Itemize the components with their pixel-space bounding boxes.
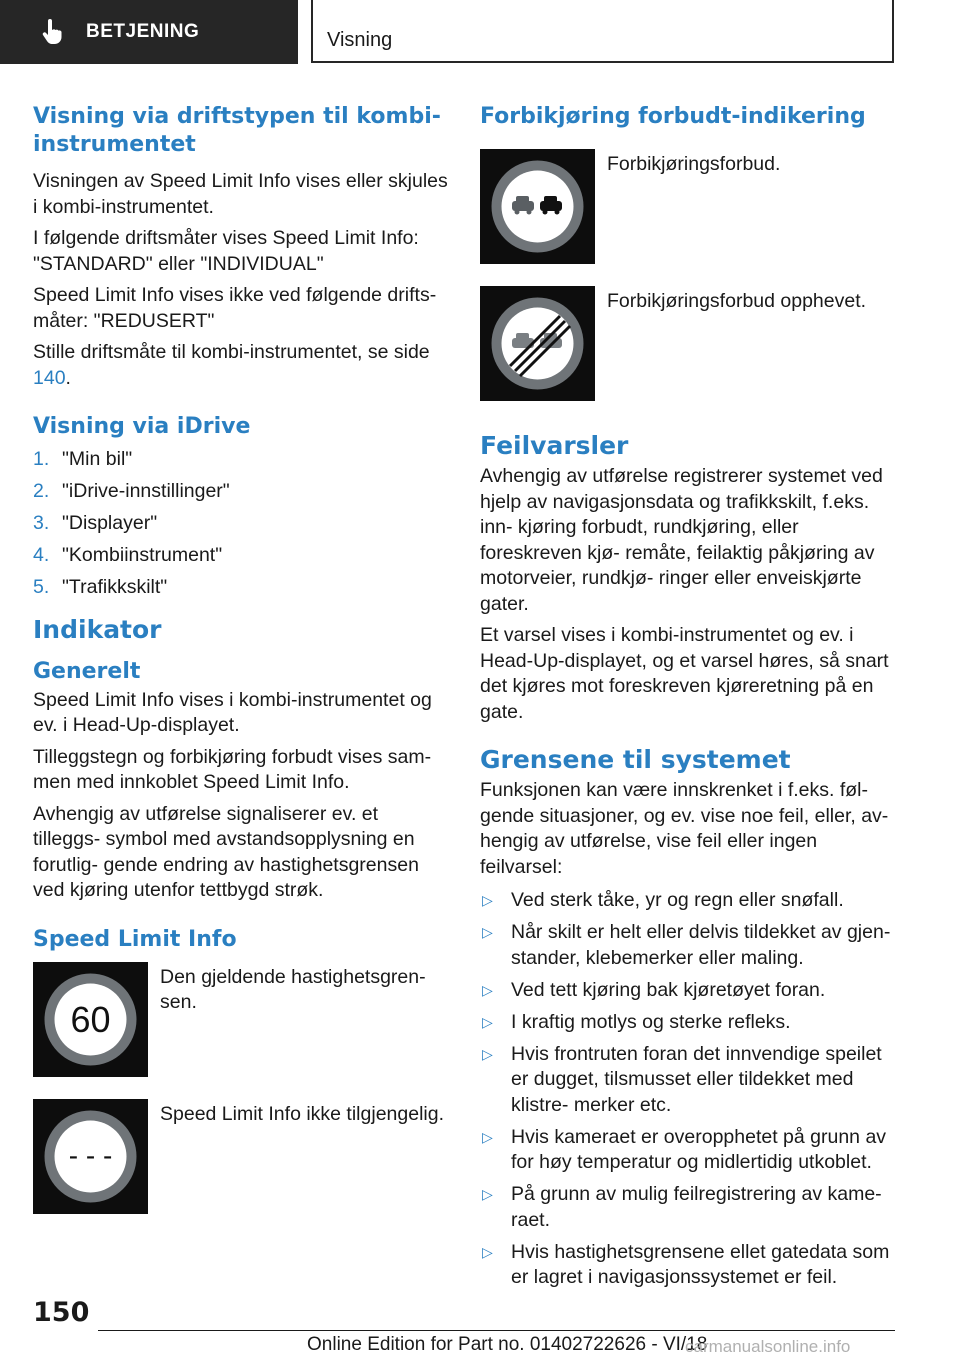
subheading-generelt: Generelt	[33, 658, 141, 684]
paragraph: Speed Limit Info vises i kombi-instrumentet og ev. i Head-Up-displayet.	[33, 688, 432, 736]
paragraph: Et varsel vises i kombi-instrumentet og ev. i Head-Up-displayet, og et varsel høres, så snart det kjøres mot foreskreven kjøreretning på en gate.	[480, 624, 889, 723]
sign-description: Den gjeldende hastighetsgren‐ sen.	[160, 965, 426, 1013]
heading-feilvarsler: Feilvarsler	[480, 431, 629, 460]
list-item: 2. "iDrive-innstillinger"	[33, 480, 230, 502]
list-item: ▷ Hvis frontruten foran det innvendige speilet er dugget, tilsmusset eller tildekket med klistre‐ merker etc.	[480, 1042, 900, 1119]
speed-limit-sign-row	[33, 962, 448, 1077]
paragraph: Visningen av Speed Limit Info vises eller skjules i kombi-instrumentet.	[33, 170, 448, 218]
left-column	[33, 100, 448, 1214]
sign-description: Speed Limit Info ikke tilgjengelig.	[160, 1102, 444, 1125]
triangle-bullet-icon: ▷	[482, 1243, 493, 1260]
sign-description: Forbikjøringsforbud opphevet.	[607, 290, 867, 312]
list-item: 3. "Displayer"	[33, 512, 158, 534]
no-overtaking-sign-icon	[480, 149, 595, 264]
footer-divider	[98, 1330, 895, 1331]
heading-visning-driftstype: Visning via driftstypen til kombi‐ instrumentet	[33, 104, 441, 157]
list-item: ▷ Når skilt er helt eller delvis tildekket av gjen‐ stander, klebemerker eller maling.	[480, 920, 900, 971]
list-item: ▷ Hvis kameraet er overopphetet på grunn av for høy temperatur og midlertidig utkoblet.	[480, 1125, 900, 1176]
triangle-bullet-icon: ▷	[482, 1013, 493, 1030]
paragraph: I følgende driftsmåter vises Speed Limit Info: "STANDARD" eller "INDIVIDUAL"	[33, 227, 419, 275]
hand-pointer-icon	[40, 19, 64, 45]
triangle-bullet-icon: ▷	[482, 1045, 493, 1062]
heading-indikator: Indikator	[33, 614, 162, 644]
list-item: 1. "Min bil"	[33, 448, 133, 470]
paragraph: Tilleggstegn og forbikjøring forbudt vises sam‐ men med innkoblet Speed Limit Info.	[33, 745, 432, 793]
heading-grensene: Grensene til systemet	[480, 745, 791, 774]
triangle-bullet-icon: ▷	[482, 981, 493, 998]
watermark: carmanualsonline.info	[685, 1337, 851, 1356]
section-label: BETJENING	[86, 21, 200, 42]
svg-text:- - -: - - -	[68, 1139, 113, 1171]
right-column	[480, 100, 900, 1297]
paragraph: Avhengig av utførelse registrerer systemet ved hjelp av navigasjonsdata og trafikkskilt, f.eks. inn‐ kjøring forbudt, rundkjøring, eller foreskreven kjø‐ remåte, feilaktig påkjøring av motorveier, rundkjø‐ ringer eller enveiskjørte gater.	[480, 465, 883, 615]
edition-text: Online Edition for Part no. 01402722626 - VI/18	[307, 1334, 708, 1355]
heading-speed-limit-info: Speed Limit Info	[33, 926, 237, 952]
svg-text:60: 60	[70, 998, 111, 1040]
chapter-title: Visning	[327, 29, 393, 51]
no-overtaking-sign-row	[480, 149, 900, 264]
chapter-header	[311, 0, 894, 63]
paragraph-page-ref: Stille driftsmåte til kombi-instrumentet, se side 140.	[33, 341, 430, 389]
speed-limit-unavailable-sign-icon	[33, 1099, 148, 1214]
steps-list	[33, 447, 448, 601]
speed-limit-na-sign-row	[33, 1099, 448, 1214]
triangle-bullet-icon: ▷	[482, 892, 493, 908]
heading-forbikjoring: Forbikjøring forbudt-indikering	[480, 104, 866, 129]
section-tab	[0, 0, 298, 64]
overtaking-allowed-sign-row	[480, 286, 900, 401]
list-item: ▷ Ved tett kjøring bak kjøretøyet foran.	[480, 978, 900, 1004]
triangle-bullet-icon: ▷	[482, 924, 493, 940]
list-item: 4. "Kombiinstrument"	[33, 544, 223, 566]
list-item: ▷ I kraftig motlys og sterke refleks.	[480, 1010, 900, 1036]
heading-visning-idrive: Visning via iDrive	[33, 414, 251, 439]
list-item: 5. "Trafikkskilt"	[33, 576, 168, 598]
paragraph: Avhengig av utførelse signaliserer ev. et tilleggs‐ symbol med avstandsopplysning en forutlig‐ gende endring av hastighetsgrensen ved kjøring utenfor tettbygd strøk.	[33, 802, 419, 901]
limitations-list	[480, 888, 900, 1291]
paragraph: Speed Limit Info vises ikke ved følgende drifts‐ måter: "REDUSERT"	[33, 284, 437, 332]
list-item: ▷ Ved sterk tåke, yr og regn eller snøfall.	[480, 888, 900, 914]
speed-limit-60-sign-icon	[33, 962, 148, 1077]
end-of-no-overtaking-sign-icon	[480, 286, 595, 401]
triangle-bullet-icon: ▷	[482, 1128, 493, 1145]
triangle-bullet-icon: ▷	[482, 1186, 493, 1202]
sign-description: Forbikjøringsforbud.	[607, 153, 781, 175]
list-item: ▷ Hvis hastighetsgrensene ellet gatedata som er lagret i navigasjonssystemet er feil.	[480, 1240, 900, 1291]
paragraph: Funksjonen kan være innskrenket i f.eks. føl‐ gende situasjoner, og ev. vise noe feil, eller, av‐ hengig av utførelse, vise feil eller ingen feilvarsel:	[480, 779, 889, 878]
page-number: 150	[33, 1297, 90, 1328]
page-link[interactable]: 140	[33, 366, 66, 389]
list-item: ▷ På grunn av mulig feilregistrering av kame‐ raet.	[480, 1182, 900, 1233]
